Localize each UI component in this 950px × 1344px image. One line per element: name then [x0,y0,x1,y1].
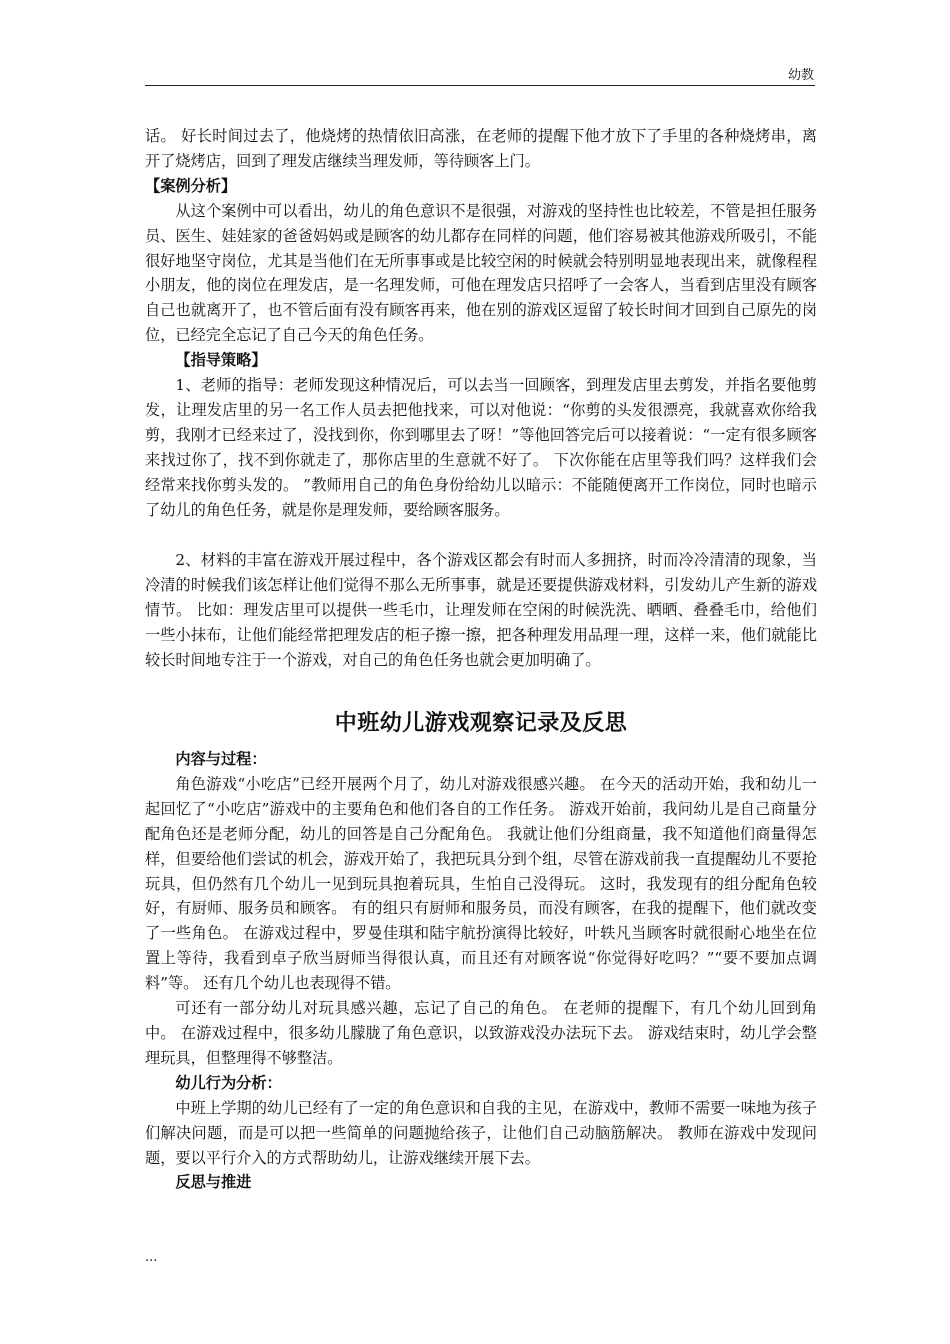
behavior-analysis-heading: 幼儿行为分析： [175,1073,282,1092]
content-paragraph-2: 可还有一部分幼儿对玩具感兴趣，忘记了自己的角色。 在老师的提醒下，有几个幼儿回到角中。 在游戏过程中，很多幼儿朦胧了角色意识，以致游戏没办法玩下去。 游戏结束时，幼儿学会整理玩具，但整理得不够整洁。 [145,999,817,1067]
case-analysis-heading: 【案例分析】 [145,176,237,195]
reflection-heading: 反思与推进 [175,1173,252,1192]
header-tag: 幼教 [787,68,814,83]
strategy-paragraph-2: 2、材料的丰富在游戏开展过程中，各个游戏区都会有时而人多拥挤，时而冷冷清清的现象，当冷清的时候我们该怎样让他们觉得不那么无所事事，就是还要提供游戏材料，引发幼儿产生新的游戏情节。 比如：理发店里可以提供一些毛巾，让理发师在空闲的时候洗洗、晒晒、叠叠毛巾，给他们一些小抹布，让他们能经常把理发店的柜子擦一擦，把各种理发用品理一理，这样一来，他们就能比较长时间地专注于一个游戏，对自己的角色任务也就会更加明确了。 [145,551,817,669]
case-analysis-paragraph: 从这个案例中可以看出，幼儿的角色意识不是很强，对游戏的坚持性也比较差，不管是担任服务员、医生、娃娃家的爸爸妈妈或是顾客的幼儿都存在同样的问题，他们容易被其他游戏所吸引，不能很好地坚守岗位，尤其是当他们在无所事事或是比较空闲的时候就会特别明显地表现出来，就像程程小朋友，他的岗位在理发店，是一名理发师，可他在理发店只招呼了一会客人，当看到店里没有顾客自己也就离开了，也不管后面有没有顾客再来，他在别的游戏区逗留了较长时间才回到自己原先的岗位，已经完全忘记了自己今天的角色任务。 [145,201,817,345]
section-continued [145,124,817,523]
section-strategy-2 [145,548,817,673]
behavior-analysis-paragraph: 中班上学期的幼儿已经有了一定的角色意识和自我的主见，在游戏中，教师不需要一味地为孩子们解决问题，而是可以把一些简单的问题抛给孩子，让他们自己动脑筋解决。 教师在游戏中发现问题，要以平行介入的方式帮助幼儿，让游戏继续开展下去。 [145,1098,817,1167]
strategy-paragraph-1: 1、老师的指导：老师发现这种情况后，可以去当一回顾客，到理发店里去剪发，并指名要他剪发，让理发店里的另一名工作人员去把他找来，可以对他说：“你剪的头发很漂亮，我就喜欢你给我剪，我刚才已经来过了，没找到你，你到哪里去了呀！”等他回答完后可以接着说：“一定有很多顾客来找过你了，找不到你就走了，那你店里的生意就不好了。 下次你能在店里等我们吗？这样我们会经常来找你剪头发的。 ”教师用自己的角色身份给幼儿以暗示：不能随便离开工作岗位，同时也暗示了幼儿的角色任务，就是你是理发师，要给顾客服务。 [145,376,817,519]
document-title: 中班幼儿游戏观察记录及反思 [334,711,628,736]
footer-ellipsis: ... [145,1250,158,1265]
continued-paragraph: 话。 好长时间过去了，他烧烤的热情依旧高涨，在老师的提醒下他才放下了手里的各种烧烤串，离开了烧烤店，回到了理发店继续当理发师，等待顾客上门。 [145,127,817,170]
strategy-heading: 【指导策略】 [175,351,267,370]
section-observation [145,747,817,1195]
header-rule [145,85,815,86]
content-paragraph-1: 角色游戏“小吃店”已经开展两个月了，幼儿对游戏很感兴趣。 在今天的活动开始，我和幼儿一起回忆了“小吃店”游戏中的主要角色和他们各自的工作任务。 游戏开始前，我问幼儿是自己商量分配角色还是老师分配，幼儿的回答是自己分配角色。 我就让他们分组商量，我不知道他们商量得怎样，但要给他们尝试的机会，游戏开始了，我把玩具分到个组，尽管在游戏前我一直提醒幼儿不要抢玩具，但仍然有几个幼儿一见到玩具抱着玩具，生怕自己没得玩。 这时，我发现有的组分配角色较好，有厨师、服务员和顾客。 有的组只有厨师和服务员，而没有顾客，在我的提醒下，他们就改变了一些角色。 在游戏过程中，罗曼佳琪和陆宇航扮演得比较好，叶轶凡当顾客时就很耐心地坐在位置上等待，我看到卓子欣当厨师当得很认真，而且还有对顾客说“你觉得好吃吗？”“要不要加点调料”等。 还有几个幼儿也表现得不错。 [145,774,817,993]
content-process-heading: 内容与过程： [175,750,267,768]
